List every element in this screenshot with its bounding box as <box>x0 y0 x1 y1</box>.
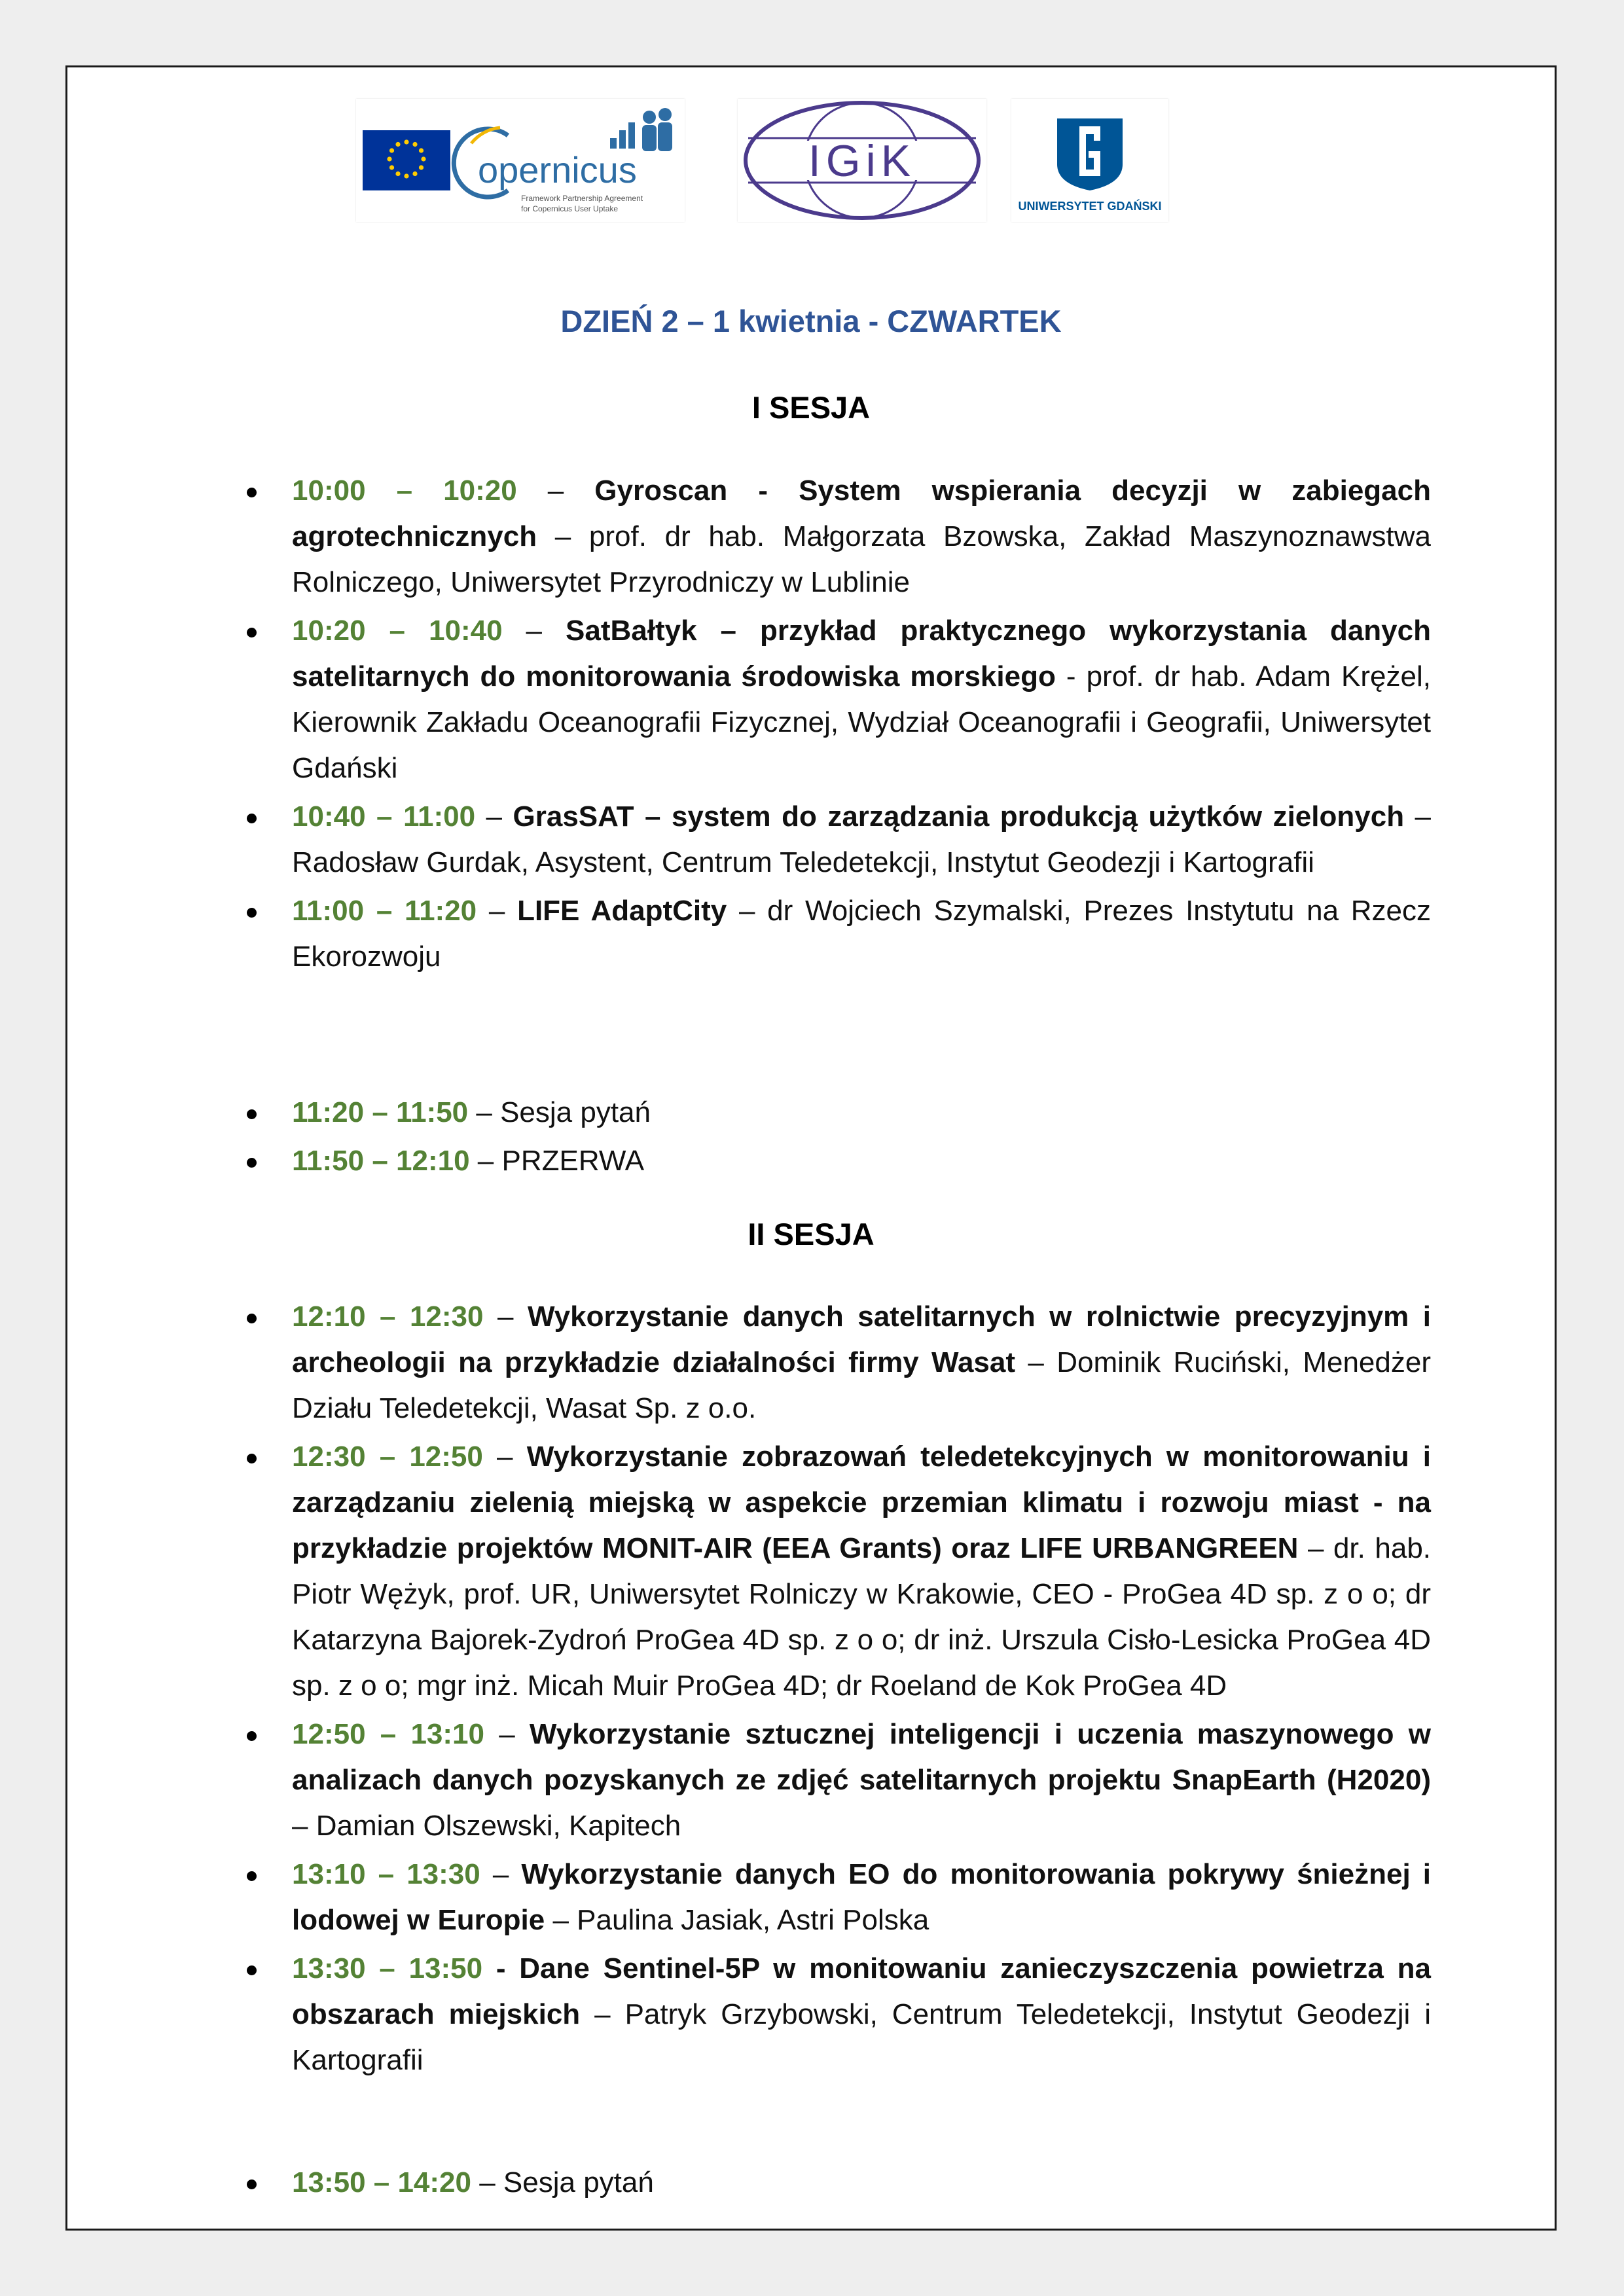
agenda-time: 11:50 – 12:10 <box>292 1145 470 1177</box>
agenda-item: 13:50 – 14:20 – Sesja pytań <box>292 2160 1431 2206</box>
agenda-time: 13:10 – 13:30 <box>292 1858 480 1890</box>
agenda-time: 12:30 – 12:50 <box>292 1441 483 1473</box>
agenda-topic: SatBałtyk – przykład praktycznego wykorzystania danych satelitarnych do monitorowania środowiska morskiego <box>292 615 1432 692</box>
agenda-item: 10:00 – 10:20 – Gyroscan - System wspierania decyzji w zabiegach agrotechnicznych – prof. dr hab. Małgorzata Bzowska, Zakład Maszynoznawstwa Rolniczego, Uniwersytet Przyrodniczy w Lublinie <box>292 468 1431 605</box>
agenda-speaker: – Dominik Ruciński, Menedżer Działu Teledetekcji, Wasat Sp. z o.o. <box>292 1346 1431 1424</box>
agenda-time: 10:00 – 10:20 <box>292 475 517 507</box>
eu-flag-icon <box>363 130 450 190</box>
agenda-item: 11:50 – 12:10 – PRZERWA <box>292 1138 1431 1184</box>
copernicus-tagline-2: for Copernicus User Uptake <box>521 204 619 213</box>
copernicus-tagline-1: Framework Partnership Agreement <box>521 194 643 203</box>
agenda-time: 10:20 – 10:40 <box>292 615 503 647</box>
agenda-topic: LIFE AdaptCity <box>517 895 727 927</box>
igik-logo-graphic <box>738 99 986 222</box>
ug-wordmark: UNIWERSYTET GDAŃSKI <box>1018 200 1162 213</box>
bar-chart-icon <box>610 122 635 149</box>
agenda-item: 13:10 – 13:30 – Wykorzystanie danych EO do monitorowania pokrywy śnieżnej i lodowej w Europie – Paulina Jasiak, Astri Polska <box>292 1852 1431 1943</box>
agenda-topic: Dane Sentinel-5P w monitowaniu zanieczyszczenia powietrza na obszarach miejskich <box>292 1952 1431 2030</box>
agenda-topic: Wykorzystanie sztucznej inteligencji i uczenia maszynowego w analizach danych pozyskanych ze zdjęć satelitarnych projektu SnapEarth (H2020) <box>292 1718 1431 1796</box>
agenda-speaker: – dr. hab. Piotr Wężyk, prof. UR, Uniwersytet Rolniczy w Krakowie, CEO - ProGea 4D sp. z o o; dr Katarzyna Bajorek-Zydroń ProGea 4D sp. z o o; dr inż. Urszula Cisło-Lesicka ProGea 4D sp. z o o; mgr inż. Micah Muir ProGea 4D; dr Roeland de Kok ProGea 4D <box>292 1532 1432 1702</box>
ug-logo <box>1011 99 1168 222</box>
agenda-time: 13:50 – 14:20 <box>292 2166 471 2198</box>
session-1-breaks <box>292 1090 1431 1187</box>
ug-logo-graphic <box>1011 99 1168 222</box>
logo-strip <box>67 99 1555 223</box>
agenda-item: 12:50 – 13:10 – Wykorzystanie sztucznej inteligencji i uczenia maszynowego w analizach danych pozyskanych ze zdjęć satelitarnych projektu SnapEarth (H2020) – Damian Olszewski, Kapitech <box>292 1712 1431 1849</box>
day-title: DZIEŃ 2 – 1 kwietnia - CZWARTEK <box>560 304 1062 338</box>
agenda-speaker: - prof. dr hab. Adam Krężel, Kierownik Zakładu Oceanografii Fizycznej, Wydział Oceanografii i Geografii, Uniwersytet Gdański <box>292 660 1431 784</box>
agenda-item: 13:30 – 13:50 - Dane Sentinel-5P w monitowaniu zanieczyszczenia powietrza na obszarach miejskich – Patryk Grzybowski, Centrum Teledetekcji, Instytut Geodezji i Kartografii <box>292 1946 1431 2083</box>
agenda-topic: Wykorzystanie zobrazowań teledetekcyjnych w monitorowaniu i zarządzaniu zielenią miejską w aspekcie przemian klimatu i rozwoju miast - na przykładzie projektów MONIT-AIR (EEA Grants) oraz LIFE URBANGREEN <box>292 1441 1431 1564</box>
agenda-time: 10:40 – 11:00 <box>292 800 476 833</box>
session-1-agenda <box>292 468 1431 982</box>
igik-wordmark: IGiK <box>808 136 916 186</box>
agenda-item: 10:40 – 11:00 – GrasSAT – system do zarządzania produkcją użytków zielonych – Radosław Gurdak, Asystent, Centrum Teledetekcji, Instytut Geodezji i Kartografii <box>292 794 1431 886</box>
agenda-speaker: – Radosław Gurdak, Asystent, Centrum Teledetekcji, Instytut Geodezji i Kartografii <box>292 800 1432 878</box>
agenda-time: 12:10 – 12:30 <box>292 1300 484 1333</box>
session-2-agenda <box>292 1294 1431 2086</box>
agenda-speaker: – Patryk Grzybowski, Centrum Teledetekcji, Instytut Geodezji i Kartografii <box>292 1998 1431 2076</box>
agenda-speaker: – dr Wojciech Szymalski, Prezes Instytutu na Rzecz Ekorozwoju <box>292 895 1432 973</box>
agenda-time: 13:30 – 13:50 <box>292 1952 483 1984</box>
agenda-speaker: – Damian Olszewski, Kapitech <box>292 1810 681 1842</box>
copernicus-wordmark: opernicus <box>478 149 637 190</box>
agenda-time: 11:00 – 11:20 <box>292 895 477 927</box>
agenda-item: 10:20 – 10:40 – SatBałtyk – przykład praktycznego wykorzystania danych satelitarnych do monitorowania środowiska morskiego - prof. dr hab. Adam Krężel, Kierownik Zakładu Oceanografii Fizycznej, Wydział Oceanografii i Geografii, Uniwersytet Gdański <box>292 608 1431 791</box>
eu-copernicus-logo-graphic <box>356 99 685 222</box>
session-2-breaks <box>292 2160 1431 2208</box>
igik-logo <box>738 99 986 222</box>
agenda-speaker: Sesja pytań <box>503 2166 654 2198</box>
agenda-item: 11:00 – 11:20 – LIFE AdaptCity – dr Wojciech Szymalski, Prezes Instytutu na Rzecz Ekorozwoju <box>292 888 1431 980</box>
agenda-time: 11:20 – 11:50 <box>292 1096 469 1128</box>
agenda-topic: Gyroscan - System wspierania decyzji w zabiegach agrotechnicznych <box>292 475 1432 552</box>
copernicus-logo <box>356 99 685 222</box>
agenda-item: 12:30 – 12:50 – Wykorzystanie zobrazowań teledetekcyjnych w monitorowaniu i zarządzaniu zielenią miejską w aspekcie przemian klimatu i rozwoju miast - na przykładzie projektów MONIT-AIR (EEA Grants) oraz LIFE URBANGREEN – dr. hab. Piotr Wężyk, prof. UR, Uniwersytet Rolniczy w Krakowie, CEO - ProGea 4D sp. z o o; dr Katarzyna Bajorek-Zydroń ProGea 4D sp. z o o; dr inż. Urszula Cisło-Lesicka ProGea 4D sp. z o o; mgr inż. Micah Muir ProGea 4D; dr Roeland de Kok ProGea 4D <box>292 1434 1431 1709</box>
agenda-speaker: PRZERWA <box>501 1145 645 1177</box>
people-icon <box>642 108 672 151</box>
document-page <box>65 65 1557 2231</box>
agenda-speaker: Sesja pytań <box>500 1096 651 1128</box>
session-2-title: II SESJA <box>748 1217 875 1251</box>
agenda-topic: Wykorzystanie danych EO do monitorowania pokrywy śnieżnej i lodowej w Europie <box>292 1858 1431 1936</box>
session-1-title: I SESJA <box>751 390 871 425</box>
agenda-item: 11:20 – 11:50 – Sesja pytań <box>292 1090 1431 1136</box>
agenda-speaker: – Paulina Jasiak, Astri Polska <box>545 1904 929 1936</box>
agenda-speaker: – prof. dr hab. Małgorzata Bzowska, Zakład Maszynoznawstwa Rolniczego, Uniwersytet Przyrodniczy w Lublinie <box>292 520 1431 598</box>
agenda-topic: Wykorzystanie danych satelitarnych w rolnictwie precyzyjnym i archeologii na przykładzie działalności firmy Wasat <box>292 1300 1432 1378</box>
agenda-topic: GrasSAT – system do zarządzania produkcją użytków zielonych <box>513 800 1405 833</box>
agenda-time: 12:50 – 13:10 <box>292 1718 484 1750</box>
agenda-item: 12:10 – 12:30 – Wykorzystanie danych satelitarnych w rolnictwie precyzyjnym i archeologii na przykładzie działalności firmy Wasat – Dominik Ruciński, Menedżer Działu Teledetekcji, Wasat Sp. z o.o. <box>292 1294 1431 1431</box>
